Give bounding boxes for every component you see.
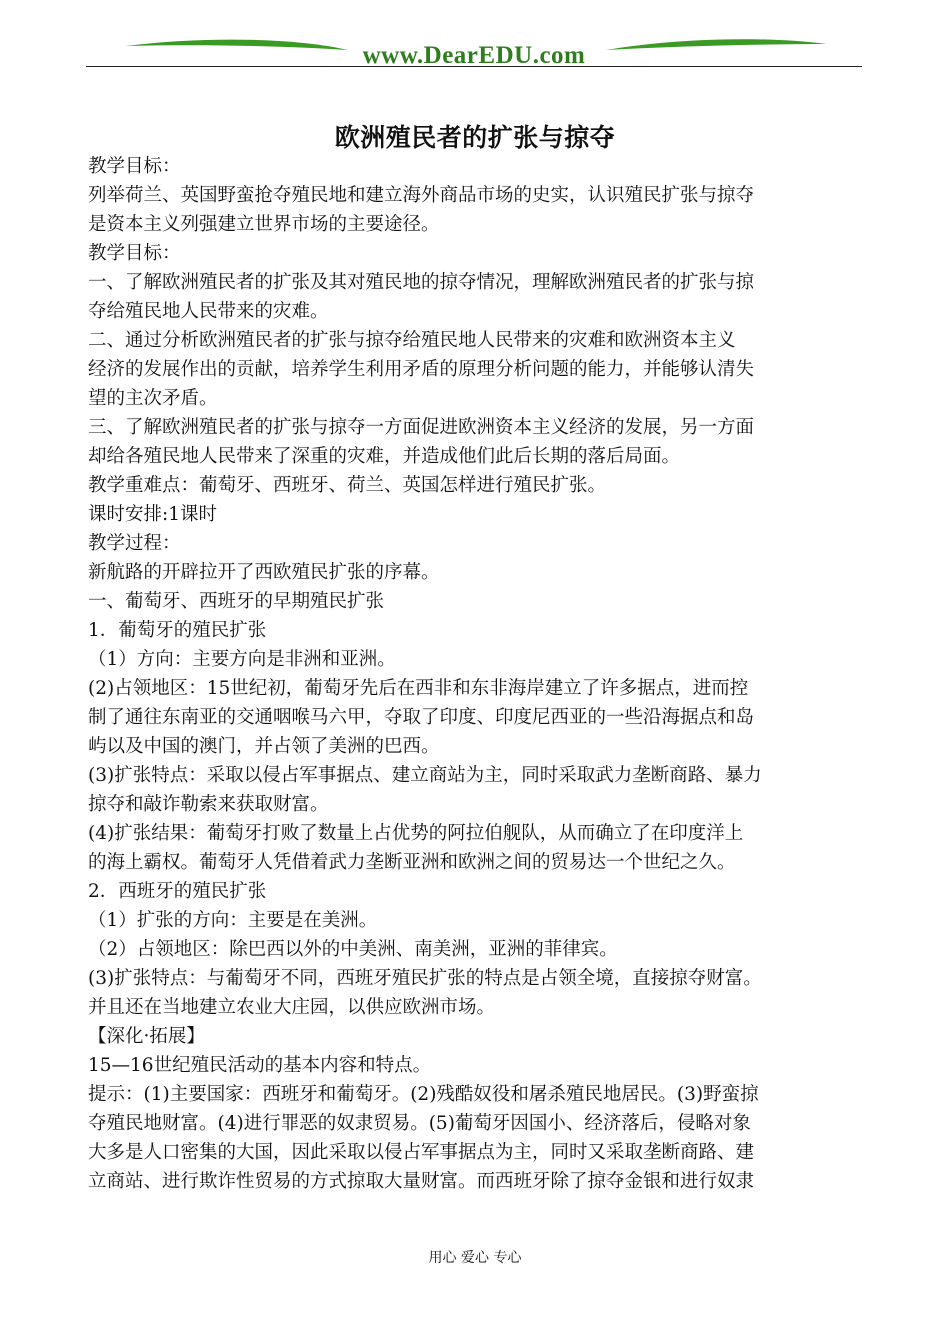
body-text-line: 教学目标：: [88, 156, 181, 177]
body-text-line: 立商站、进行欺诈性贸易的方式掠取大量财富。而西班牙除了掠夺金银和进行奴隶: [88, 1171, 755, 1192]
body-text-line: 提示：(1)主要国家：西班牙和葡萄牙。(2)残酷奴役和屠杀殖民地居民。(3)野蛮掠: [88, 1084, 759, 1105]
body-text-line: 【深化·拓展】: [88, 1026, 205, 1047]
body-text-line: 15—16世纪殖民活动的基本内容和特点。: [88, 1055, 432, 1076]
body-text-line: 经济的发展作出的贡献，培养学生利用矛盾的原理分析问题的能力，并能够认清失: [88, 359, 755, 380]
body-text-line: 掠夺和敲诈勒索来获取财富。: [88, 794, 329, 815]
body-text-line: 屿以及中国的澳门，并占领了美洲的巴西。: [88, 736, 440, 757]
body-text-line: (3)扩张特点：与葡萄牙不同，西班牙殖民扩张的特点是占领全境，直接掠夺财富。: [88, 968, 762, 989]
body-text-line: 1．葡萄牙的殖民扩张: [88, 620, 267, 641]
body-text-line: （2）占领地区：除巴西以外的中美洲、南美洲，亚洲的菲律宾。: [88, 939, 618, 960]
body-text-line: (2)占领地区：15世纪初，葡萄牙先后在西非和东非海岸建立了许多据点，进而控: [88, 678, 749, 699]
body-text-line: （1）扩张的方向：主要是在美洲。: [88, 910, 378, 931]
page-header: [86, 30, 862, 70]
body-text-line: 列举荷兰、英国野蛮抢夺殖民地和建立海外商品市场的史实，认识殖民扩张与掠夺: [88, 185, 755, 206]
body-text-line: （1）方向：主要方向是非洲和亚洲。: [88, 649, 396, 670]
body-text-line: 教学重难点：葡萄牙、西班牙、荷兰、英国怎样进行殖民扩张。: [88, 475, 607, 496]
body-text-line: 新航路的开辟拉开了西欧殖民扩张的序幕。: [88, 562, 440, 583]
body-text-line: 夺殖民地财富。(4)进行罪恶的奴隶贸易。(5)葡萄牙因国小、经济落后，侵略对象: [88, 1113, 751, 1134]
body-text-line: 望的主次矛盾。: [88, 388, 218, 409]
body-text-line: (3)扩张特点：采取以侵占军事据点、建立商站为主，同时采取武力垄断商路、暴力: [88, 765, 762, 786]
document-title: 欧洲殖民者的扩张与掠夺: [334, 123, 616, 152]
body-text-line: 一、葡萄牙、西班牙的早期殖民扩张: [88, 591, 385, 612]
body-text-line: 三、了解欧洲殖民者的扩张与掠夺一方面促进欧洲资本主义经济的发展，另一方面: [88, 417, 755, 438]
body-text-line: 教学过程：: [88, 533, 181, 554]
body-text-line: 教学目标：: [88, 243, 181, 264]
header-rule: [86, 66, 862, 67]
document-body: [88, 152, 864, 1196]
body-text-line: 的海上霸权。葡萄牙人凭借着武力垄断亚洲和欧洲之间的贸易达一个世纪之久。: [88, 852, 736, 873]
header-site-url: www.DearEDU.com: [362, 42, 586, 69]
body-text-line: 二、通过分析欧洲殖民者的扩张与掠夺给殖民地人民带来的灾难和欧洲资本主义: [88, 330, 736, 351]
body-text-line: 夺给殖民地人民带来的灾难。: [88, 301, 329, 322]
body-text-line: 大多是人口密集的大国，因此采取以侵占军事据点为主，同时又采取垄断商路、建: [88, 1142, 755, 1163]
body-text-line: 并且还在当地建立农业大庄园，以供应欧洲市场。: [88, 997, 496, 1018]
body-text-line: (4)扩张结果：葡萄牙打败了数量上占优势的阿拉伯舰队，从而确立了在印度洋上: [88, 823, 744, 844]
body-text-line: 制了通往东南亚的交通咽喉马六甲，夺取了印度、印度尼西亚的一些沿海据点和岛: [88, 707, 755, 728]
page-footer: 用心 爱心 专心: [428, 1250, 522, 1266]
body-text-line: 2．西班牙的殖民扩张: [88, 881, 267, 902]
body-text-line: 却给各殖民地人民带来了深重的灾难，并造成他们此后长期的落后局面。: [88, 446, 681, 467]
body-text-line: 课时安排:1课时: [88, 504, 218, 525]
body-text-line: 一、了解欧洲殖民者的扩张及其对殖民地的掠夺情况，理解欧洲殖民者的扩张与掠: [88, 272, 755, 293]
body-text-line: 是资本主义列强建立世界市场的主要途径。: [88, 214, 440, 235]
